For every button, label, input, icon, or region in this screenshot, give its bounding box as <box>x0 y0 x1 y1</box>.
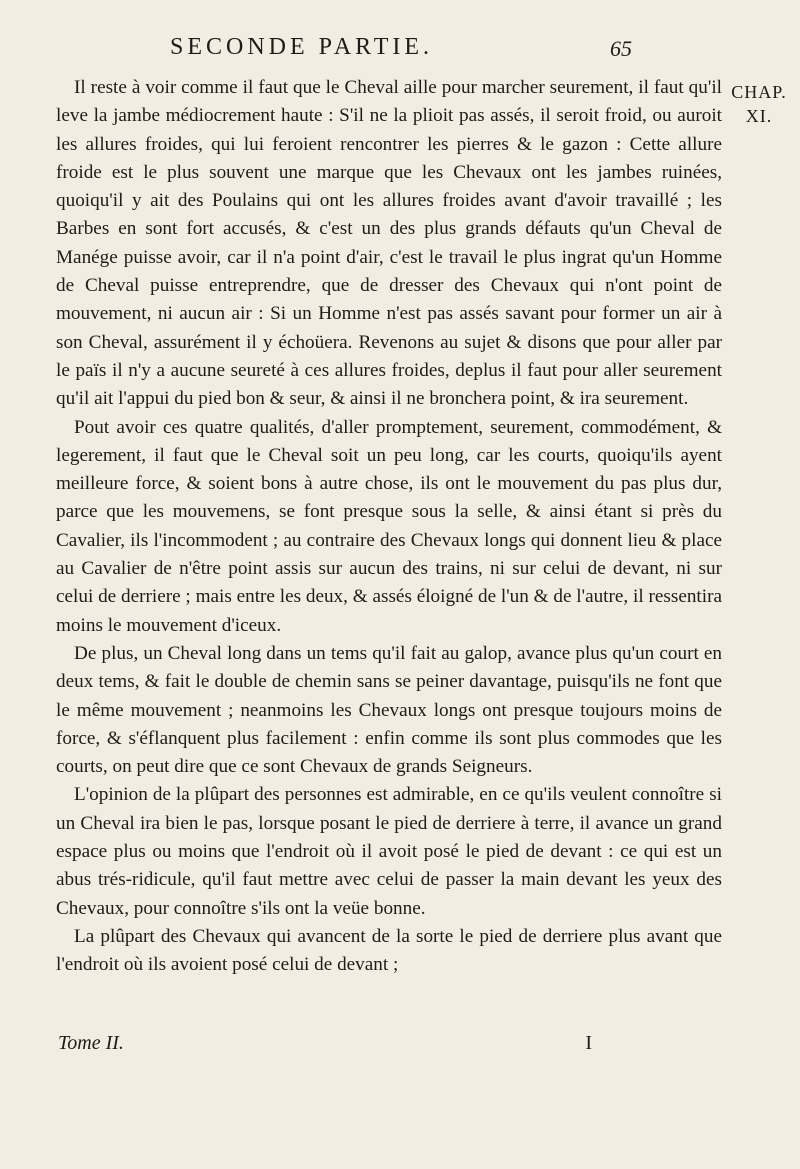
volume-label: Tome II. <box>58 1032 124 1054</box>
signature-mark: I <box>585 1032 592 1054</box>
paragraph-5: La plûpart des Chevaux qui avancent de la sorte le pied de derriere plus avant que l'endroit où ils avoient posé celui de devant ; <box>56 925 722 976</box>
running-head: SECONDE PARTIE. <box>170 34 434 60</box>
body-text <box>56 74 722 980</box>
paragraph-4: L'opinion de la plûpart des personnes est admirable, en ce qu'ils veulent connoître si un Cheval ira bien le pas, lorsque posant le pied de derriere à terre, il avance un grand espace plus ou moins que l'endroit où il avoit posé le pied de devant : ce qui est un abus trés-ridicule, qu'il faut mettre avec celui de passer la main devant les yeux des Chevaux, pour connoître s'ils ont la veüe bonne. <box>56 784 722 919</box>
page-header <box>0 34 800 68</box>
page-footer <box>56 1032 722 1062</box>
paragraph-1: Il reste à voir comme il faut que le Cheval aille pour marcher seurement, il faut qu'il leve la jambe médiocrement haute : S'il ne la plioit pas assés, il seroit froid, ou auroit les allures froides, qui lui feroient rencontrer les pierres & le gazon : Cette allure froide est le plus souvent une marque que les Chevaux ont les jambes ruinées, quoiqu'il y ait des Poulains qui ont les allures froides avant d'avoir travaillé ; les Barbes en sont fort accusés, & c'est un des plus grands défauts qu'un Cheval de Manége puisse avoir, car il n'a point d'air, c'est le travail le plus ingrat qu'un Homme de Cheval puisse entreprendre, que de dresser des Chevaux qui n'ont point de mouvement, ni aucun air : Si un Homme n'est pas assés savant pour former un air à son Cheval, assurément il y échoüera. Revenons au sujet & disons que pour aller par le païs il n'y a aucune seureté à ces allures froides, deplus il faut pour aller seurement qu'il ait l'appui du pied bon & seur, & ainsi il ne bronchera point, & ira seurement. <box>56 77 722 410</box>
chapter-margin-note: CHAP. XI. <box>731 82 787 126</box>
paragraph-2: Pout avoir ces quatre qualités, d'aller promptement, seurement, commodément, & legerement, il faut que le Cheval soit un peu long, car les courts, quoiqu'ils ayent meilleure force, & soient bons à autre chose, ils ont le mouvement du pas plus dur, parce que les mouvemens, se font presque sous la selle, & ainsi étant si près du Cavalier, ils l'incommodent ; au contraire des Chevaux longs qui donnent lieu & place au Cavalier de n'être point assis sur aucun des trains, ni sur celui de devant, ni sur celui de derriere ; mais entre les deux, & assés éloigné de l'un & de l'autre, il ressentira moins le mouvement d'iceux. <box>56 416 722 636</box>
page-number: 65 <box>610 36 632 61</box>
paragraph-3: De plus, un Cheval long dans un tems qu'il fait au galop, avance plus qu'un court en deux tems, & fait le double de chemin sans se peiner davantage, puisqu'ils ne font que le même mouvement ; neanmoins les Chevaux longs ont presque toujours moins de force, & s'éflanquent plus facilement : enfin comme ils sont plus commodes que les courts, on peut dire que ce sont Chevaux de grands Seigneurs. <box>56 642 722 778</box>
